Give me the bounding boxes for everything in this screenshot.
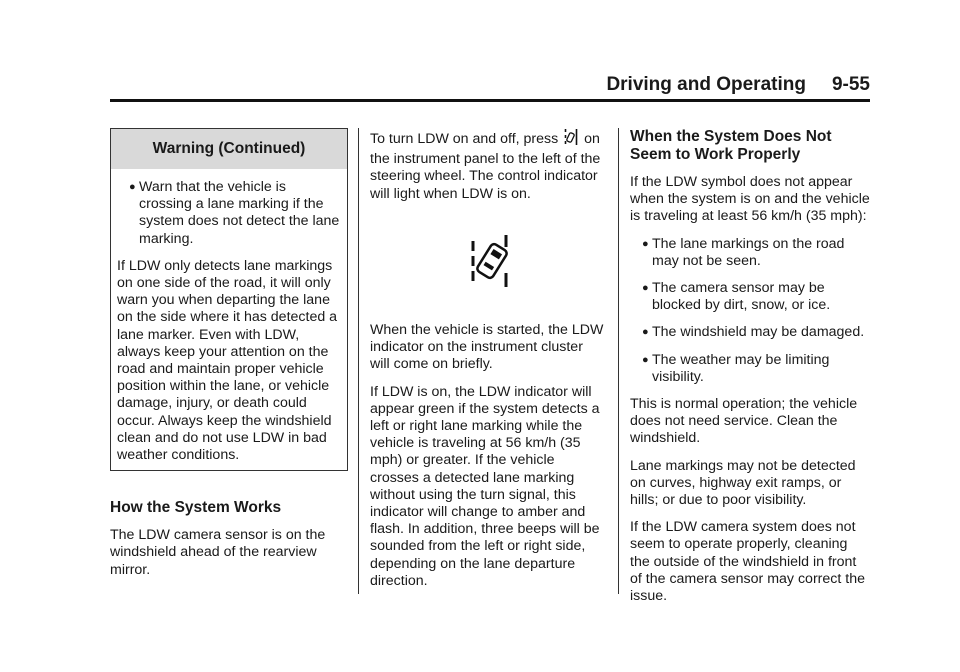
warning-bullet: ● Warn that the vehicle is crossing a lane marking if the system does not detect the lane marking. xyxy=(129,179,340,247)
how-works-text: The LDW camera sensor is on the windshield ahead of the rearview mirror. xyxy=(110,527,326,578)
ldw-indicator-figure xyxy=(370,231,606,296)
ldw-startup-text: When the vehicle is started, the LDW indicator on the instrument cluster will come on briefly. xyxy=(370,322,604,373)
normal-operation-text: This is normal operation; the vehicle does not need service. Clean the windshield. xyxy=(630,396,858,447)
bullet-icon: ● xyxy=(129,181,136,193)
list-item: ● The lane markings on the road may not be seen. xyxy=(642,235,845,269)
list-item: ● The windshield may be damaged. xyxy=(642,324,865,341)
column-2 xyxy=(370,128,606,600)
warning-text: If LDW only detects lane markings on one side of the road, it will only warn you when departing the lane on the side where it has detected a lane marker. Even with LDW, always keep your attention on the road and maintain proper vehicle position within the lane, or vehicle damage, injury, or death could occur. Always keep the windshield clean and do not use LDW in bad weather conditions. xyxy=(117,257,338,464)
ldw-operation-text: If LDW is on, the LDW indicator will appear green if the system detects a left or right lane marking while the vehicle is traveling at 56 km/h (35 mph) or greater. If the vehicle crosses a detected lane marking without using the turn signal, this indicator will change to amber and flash. In addition, three beeps will be sounded from the left or right side, depending on the lane departure direction. xyxy=(370,383,600,589)
lane-departure-indicator-icon xyxy=(458,231,518,291)
column-1 xyxy=(110,128,348,589)
bullet-icon: ● xyxy=(642,282,649,295)
column-divider xyxy=(358,128,359,594)
column-divider xyxy=(618,128,619,594)
column-3 xyxy=(630,128,870,615)
lane-markings-text: Lane markings may not be detected on curves, highway exit ramps, or hills; or due to poor visibility. xyxy=(630,457,856,509)
page-number: 9-55 xyxy=(831,74,870,95)
bullet-icon: ● xyxy=(642,353,649,366)
list-item: ● The camera sensor may be blocked by dirt, snow, or ice. xyxy=(642,280,831,314)
how-works-heading: How the System Works xyxy=(110,499,282,517)
cleaning-text: If the LDW camera system does not seem to operate properly, cleaning the outside of the windshield in front of the camera sensor may correct the issue. xyxy=(630,519,865,605)
bullet-icon: ● xyxy=(642,237,649,250)
not-work-intro: If the LDW symbol does not appear when the system is on and the vehicle is traveling at least 56 km/h (35 mph): xyxy=(630,174,870,225)
list-item: ● The weather may be limiting visibility. xyxy=(642,351,830,385)
ldw-toggle-text: To turn LDW on and off, press on the instrument panel to the left of the steering wheel. The control indicator will light when LDW is on. xyxy=(370,128,606,203)
bullet-icon: ● xyxy=(642,326,649,339)
section-title: Driving and Operating xyxy=(606,74,806,95)
lane-departure-icon xyxy=(564,128,578,151)
not-work-heading: When the System Does Not Seem to Work Properly xyxy=(630,128,832,163)
page-header xyxy=(110,72,870,102)
warning-box xyxy=(110,128,348,471)
warning-title: Warning (Continued) xyxy=(111,129,347,169)
